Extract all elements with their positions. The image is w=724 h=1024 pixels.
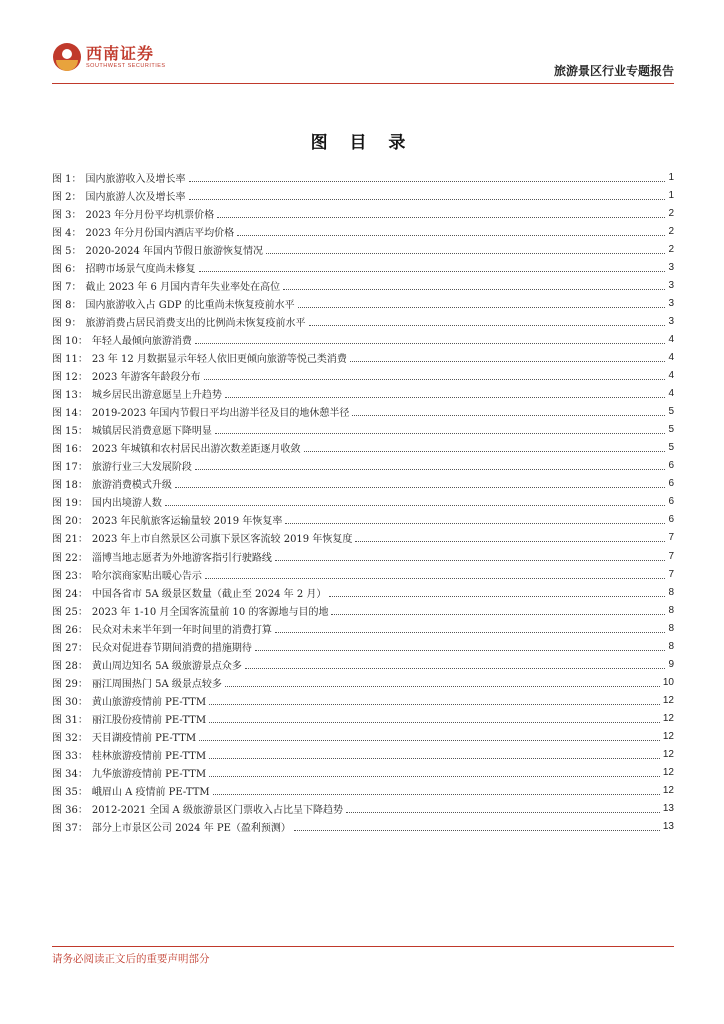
dot-leader: [175, 487, 666, 488]
dot-leader: [165, 505, 666, 506]
page-number: 3: [668, 297, 674, 309]
page-number: 12: [662, 749, 674, 761]
toc-entry[interactable]: [52, 565, 674, 583]
page-number: 13: [662, 803, 674, 815]
figure-caption: 黄山旅游疫情前 PE-TTM: [91, 696, 207, 708]
dot-leader: [217, 217, 665, 218]
page-number: 2: [668, 207, 674, 219]
page-number: 4: [668, 388, 674, 400]
toc-entry[interactable]: [52, 367, 674, 385]
figure-number: 图 9：: [52, 317, 82, 329]
figure-caption: 旅游消费模式升级: [91, 480, 172, 492]
figure-caption: 城乡居民出游意愿呈上升趋势: [91, 390, 222, 402]
page-number: 3: [668, 279, 674, 291]
dot-leader: [309, 325, 666, 326]
page-number: 4: [668, 370, 674, 382]
dot-leader: [225, 686, 660, 687]
figure-number: 图 35：: [52, 787, 88, 799]
figure-caption: 哈尔滨商家贴出暖心告示: [91, 570, 202, 582]
figure-number: 图 24：: [52, 588, 88, 600]
figure-number: 图 10：: [52, 335, 88, 347]
toc-entry[interactable]: [52, 547, 674, 565]
figure-caption: 招聘市场景气度尚未修复: [85, 263, 196, 275]
header-divider: [52, 83, 674, 84]
figure-caption: 丽江股份疫情前 PE-TTM: [91, 714, 207, 726]
figure-number: 图 29：: [52, 678, 88, 690]
figure-number: 图 4：: [52, 227, 82, 239]
figure-number: 图 28：: [52, 660, 88, 672]
toc-entry[interactable]: [52, 475, 674, 493]
figure-number: 图 19：: [52, 498, 88, 510]
page-number: 12: [662, 730, 674, 742]
page-number: 8: [668, 640, 674, 652]
page-number: 8: [668, 622, 674, 634]
toc-entry[interactable]: [52, 204, 674, 222]
figure-list: [52, 168, 674, 836]
dot-leader: [204, 379, 666, 380]
figure-number: 图 6：: [52, 263, 82, 275]
toc-entry[interactable]: [52, 782, 674, 800]
footer-divider: [52, 946, 674, 947]
page-number: 7: [668, 532, 674, 544]
figure-number: 图 7：: [52, 281, 82, 293]
figure-number: 图 16：: [52, 444, 88, 456]
figure-caption: 天目湖疫情前 PE-TTM: [91, 732, 197, 744]
report-title: 旅游景区行业专题报告: [553, 64, 674, 78]
figure-caption: 年轻人最倾向旅游消费: [91, 335, 192, 347]
figure-number: 图 18：: [52, 480, 88, 492]
toc-entry[interactable]: [52, 403, 674, 421]
figure-caption: 部分上市景区公司 2024 年 PE（盈利预测）: [91, 823, 291, 835]
company-logo: [52, 42, 166, 72]
dot-leader: [266, 253, 665, 254]
figure-number: 图 1：: [52, 173, 82, 185]
figure-number: 图 32：: [52, 732, 88, 744]
toc-entry[interactable]: [52, 637, 674, 655]
figure-caption: 城镇居民消费意愿下降明显: [91, 426, 212, 438]
figure-number: 图 11：: [52, 353, 88, 365]
toc-entry[interactable]: [52, 619, 674, 637]
toc-entry[interactable]: [52, 330, 674, 348]
figure-number: 图 30：: [52, 696, 88, 708]
dot-leader: [199, 740, 660, 741]
dot-leader: [209, 776, 660, 777]
figure-caption: 2019-2023 年国内节假日平均出游半径及目的地休憩半径: [91, 408, 350, 420]
figure-caption: 2023 年民航旅客运输量较 2019 年恢复率: [91, 516, 283, 528]
dot-leader: [294, 830, 660, 831]
page-number: 12: [662, 767, 674, 779]
page-number: 6: [668, 496, 674, 508]
dot-leader: [237, 235, 665, 236]
dot-leader: [189, 181, 666, 182]
figure-caption: 截止 2023 年 6 月国内青年失业率处在高位: [85, 281, 281, 293]
figure-caption: 2023 年游客年龄段分布: [91, 372, 201, 384]
dot-leader: [205, 578, 666, 579]
toc-entry[interactable]: [52, 673, 674, 691]
page-number: 12: [662, 694, 674, 706]
figure-caption: 2023 年 1-10 月全国客流量前 10 的客源地与目的地: [91, 606, 329, 618]
figure-caption: 2023 年分月份平均机票价格: [85, 209, 215, 221]
figure-caption: 23 年 12 月数据显示年轻人依旧更倾向旅游等悦己类消费: [91, 353, 347, 365]
page-number: 13: [662, 821, 674, 833]
page-number: 7: [668, 568, 674, 580]
toc-entry[interactable]: [52, 818, 674, 836]
toc-entry[interactable]: [52, 240, 674, 258]
figure-caption: 丽江周围热门 5A 级景点较多: [91, 678, 222, 690]
dot-leader: [225, 397, 666, 398]
toc-entry[interactable]: [52, 294, 674, 312]
footer-disclaimer: 请务必阅读正文后的重要声明部分: [52, 953, 210, 965]
page-number: 6: [668, 514, 674, 526]
figure-caption: 民众对未来半年到一年时间里的消费打算: [91, 624, 272, 636]
figure-caption: 国内旅游收入占 GDP 的比重尚未恢复疫前水平: [85, 299, 295, 311]
toc-entry[interactable]: [52, 421, 674, 439]
dot-leader: [275, 560, 666, 561]
page-number: 12: [662, 712, 674, 724]
figure-caption: 旅游行业三大发展阶段: [91, 462, 192, 474]
figure-caption: 国内旅游人次及增长率: [85, 191, 186, 203]
dot-leader: [215, 433, 666, 434]
figure-caption: 2023 年上市自然景区公司旗下景区客流较 2019 年恢复度: [91, 534, 353, 546]
page-number: 2: [668, 243, 674, 255]
page-number: 1: [668, 171, 674, 183]
figure-caption: 九华旅游疫情前 PE-TTM: [91, 769, 207, 781]
dot-leader: [298, 307, 666, 308]
figure-number: 图 25：: [52, 606, 88, 618]
toc-entry[interactable]: [52, 385, 674, 403]
figure-number: 图 31：: [52, 714, 88, 726]
figure-caption: 2020-2024 年国内节假日旅游恢复情况: [85, 245, 264, 257]
dot-leader: [331, 614, 665, 615]
figure-number: 图 2：: [52, 191, 82, 203]
figure-caption: 中国各省市 5A 级景区数量（截止至 2024 年 2 月）: [91, 588, 327, 600]
page-number: 7: [668, 550, 674, 562]
figure-number: 图 13：: [52, 390, 88, 402]
figure-number: 图 14：: [52, 408, 88, 420]
toc-entry[interactable]: [52, 709, 674, 727]
page-number: 12: [662, 785, 674, 797]
figure-caption: 国内出境游人数: [91, 498, 162, 510]
page-number: 2: [668, 225, 674, 237]
figure-number: 图 20：: [52, 516, 88, 528]
toc-entry[interactable]: [52, 222, 674, 240]
page-number: 10: [662, 676, 674, 688]
dot-leader: [199, 271, 666, 272]
dot-leader: [346, 812, 660, 813]
toc-entry[interactable]: [52, 457, 674, 475]
dot-leader: [255, 650, 666, 651]
figure-caption: 2023 年分月份国内酒店平均价格: [85, 227, 235, 239]
figure-number: 图 15：: [52, 426, 88, 438]
dot-leader: [195, 469, 666, 470]
figure-number: 图 21：: [52, 534, 88, 546]
page-number: 1: [668, 189, 674, 201]
figure-number: 图 33：: [52, 751, 88, 763]
page-number: 6: [668, 478, 674, 490]
page-number: 4: [668, 351, 674, 363]
figure-number: 图 5：: [52, 245, 82, 257]
dot-leader: [329, 596, 665, 597]
dot-leader: [245, 668, 666, 669]
dot-leader: [304, 451, 666, 452]
figure-number: 图 12：: [52, 372, 88, 384]
toc-entry[interactable]: [52, 655, 674, 673]
toc-entry[interactable]: [52, 691, 674, 709]
toc-entry[interactable]: [52, 511, 674, 529]
page-header: [52, 30, 674, 82]
dot-leader: [209, 704, 660, 705]
figure-caption: 2012-2021 全国 A 级旅游景区门票收入占比呈下降趋势: [91, 805, 343, 817]
dot-leader: [189, 199, 666, 200]
figure-caption: 淄博当地志愿者为外地游客指引行驶路线: [91, 552, 272, 564]
page-number: 8: [668, 604, 674, 616]
dot-leader: [195, 343, 666, 344]
page-number: 4: [668, 333, 674, 345]
page-number: 5: [668, 406, 674, 418]
toc-entry[interactable]: [52, 276, 674, 294]
logo-emblem-icon: [52, 42, 82, 72]
dot-leader: [352, 415, 665, 416]
toc-entry[interactable]: [52, 583, 674, 601]
dot-leader: [213, 794, 660, 795]
toc-entry[interactable]: [52, 258, 674, 276]
toc-entry[interactable]: [52, 168, 674, 186]
toc-entry[interactable]: [52, 312, 674, 330]
figure-number: 图 17：: [52, 462, 88, 474]
page-number: 3: [668, 261, 674, 273]
figure-number: 图 37：: [52, 823, 88, 835]
toc-entry[interactable]: [52, 348, 674, 366]
figure-caption: 黄山周边知名 5A 级旅游景点众多: [91, 660, 242, 672]
toc-entry[interactable]: [52, 764, 674, 782]
toc-entry[interactable]: [52, 186, 674, 204]
dot-leader: [355, 541, 665, 542]
dot-leader: [285, 523, 665, 524]
toc-entry[interactable]: [52, 493, 674, 511]
figure-number: 图 34：: [52, 769, 88, 781]
dot-leader: [283, 289, 665, 290]
dot-leader: [350, 361, 666, 362]
figure-number: 图 23：: [52, 570, 88, 582]
toc-entry[interactable]: [52, 439, 674, 457]
page-number: 5: [668, 424, 674, 436]
figure-caption: 民众对促进春节期间消费的措施期待: [91, 642, 252, 654]
dot-leader: [275, 632, 666, 633]
page-number: 6: [668, 460, 674, 472]
page-number: 5: [668, 442, 674, 454]
dot-leader: [209, 758, 660, 759]
figure-caption: 桂林旅游疫情前 PE-TTM: [91, 751, 207, 763]
toc-entry[interactable]: [52, 800, 674, 818]
dot-leader: [209, 722, 660, 723]
page-number: 3: [668, 315, 674, 327]
figure-number: 图 3：: [52, 209, 82, 221]
logo-english-name: SOUTHWEST SECURITIES: [86, 62, 166, 69]
page-number: 8: [668, 586, 674, 598]
page-number: 9: [668, 658, 674, 670]
figure-number: 图 26：: [52, 624, 88, 636]
logo-chinese-name: 西南证券: [86, 43, 155, 63]
figure-caption: 旅游消费占居民消费支出的比例尚未恢复疫前水平: [85, 317, 306, 329]
figure-caption: 国内旅游收入及增长率: [85, 173, 186, 185]
toc-entry[interactable]: [52, 746, 674, 764]
toc-entry[interactable]: [52, 529, 674, 547]
figure-number: 图 8：: [52, 299, 82, 311]
figure-number: 图 36：: [52, 805, 88, 817]
toc-entry[interactable]: [52, 727, 674, 745]
toc-heading: 图 目 录: [310, 133, 414, 153]
figure-number: 图 27：: [52, 642, 88, 654]
toc-entry[interactable]: [52, 601, 674, 619]
figure-number: 图 22：: [52, 552, 88, 564]
figure-caption: 峨眉山 A 疫情前 PE-TTM: [91, 787, 210, 799]
figure-caption: 2023 年城镇和农村居民出游次数差距逐月收敛: [91, 444, 301, 456]
